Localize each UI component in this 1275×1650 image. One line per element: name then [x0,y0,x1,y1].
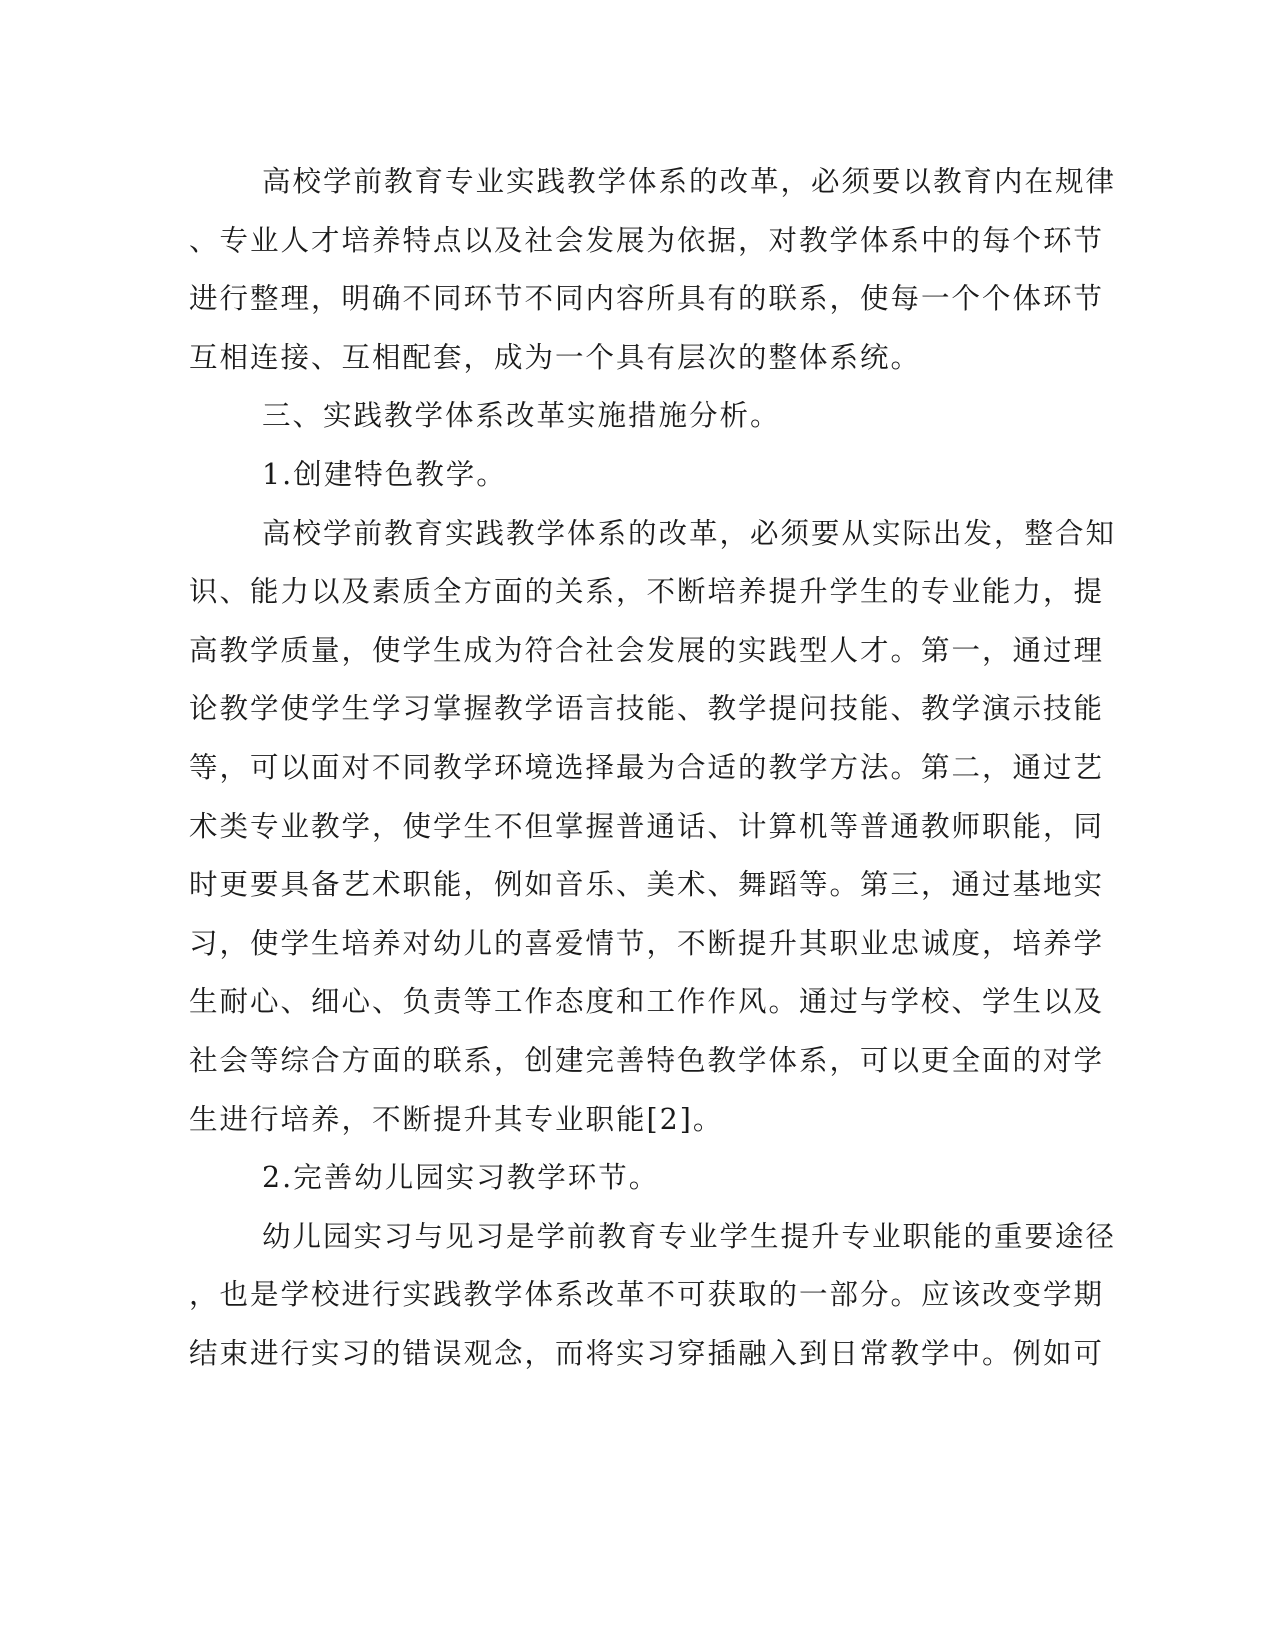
paragraph-line: 论教学使学生学习掌握教学语言技能、教学提问技能、教学演示技能 [189,692,1105,725]
paragraph-line: 等，可以面对不同教学环境选择最为合适的教学方法。第二，通过艺 [189,751,1105,784]
paragraph-line: 、专业人才培养特点以及社会发展为依据，对教学体系中的每个环节 [189,224,1105,257]
paragraph-line: 习，使学生培养对幼儿的喜爱情节，不断提升其职业忠诚度，培养学 [189,927,1105,960]
subsection-heading: 2.完善幼儿园实习教学环节。 [262,1161,660,1194]
section-heading: 三、实践教学体系改革实施措施分析。 [262,399,781,432]
paragraph-line: 结束进行实习的错误观念，而将实习穿插融入到日常教学中。例如可 [189,1337,1105,1370]
paragraph-line: 高教学质量，使学生成为符合社会发展的实践型人才。第一，通过理 [189,634,1105,667]
paragraph-line: 生进行培养，不断提升其专业职能[2]。 [189,1103,724,1136]
subsection-heading: 1.创建特色教学。 [262,458,507,491]
paragraph-line: 生耐心、细心、负责等工作态度和工作作风。通过与学校、学生以及 [189,985,1105,1018]
paragraph-line: 术类专业教学，使学生不但掌握普通话、计算机等普通教师职能，同 [189,810,1105,843]
paragraph-line: 进行整理，明确不同环节不同内容所具有的联系，使每一个个体环节 [189,282,1105,315]
paragraph-line: ，也是学校进行实践教学体系改革不可获取的一部分。应该改变学期 [189,1278,1105,1311]
paragraph-line: 幼儿园实习与见习是学前教育专业学生提升专业职能的重要途径 [262,1220,1117,1253]
paragraph-line: 互相连接、互相配套，成为一个具有层次的整体系统。 [189,341,922,374]
paragraph-line: 高校学前教育专业实践教学体系的改革，必须要以教育内在规律 [262,165,1117,198]
paragraph-line: 时更要具备艺术职能，例如音乐、美术、舞蹈等。第三，通过基地实 [189,868,1105,901]
paragraph-line: 高校学前教育实践教学体系的改革，必须要从实际出发，整合知 [262,517,1117,550]
paragraph-line: 识、能力以及素质全方面的关系，不断培养提升学生的专业能力，提 [189,575,1105,608]
paragraph-line: 社会等综合方面的联系，创建完善特色教学体系，可以更全面的对学 [189,1044,1105,1077]
